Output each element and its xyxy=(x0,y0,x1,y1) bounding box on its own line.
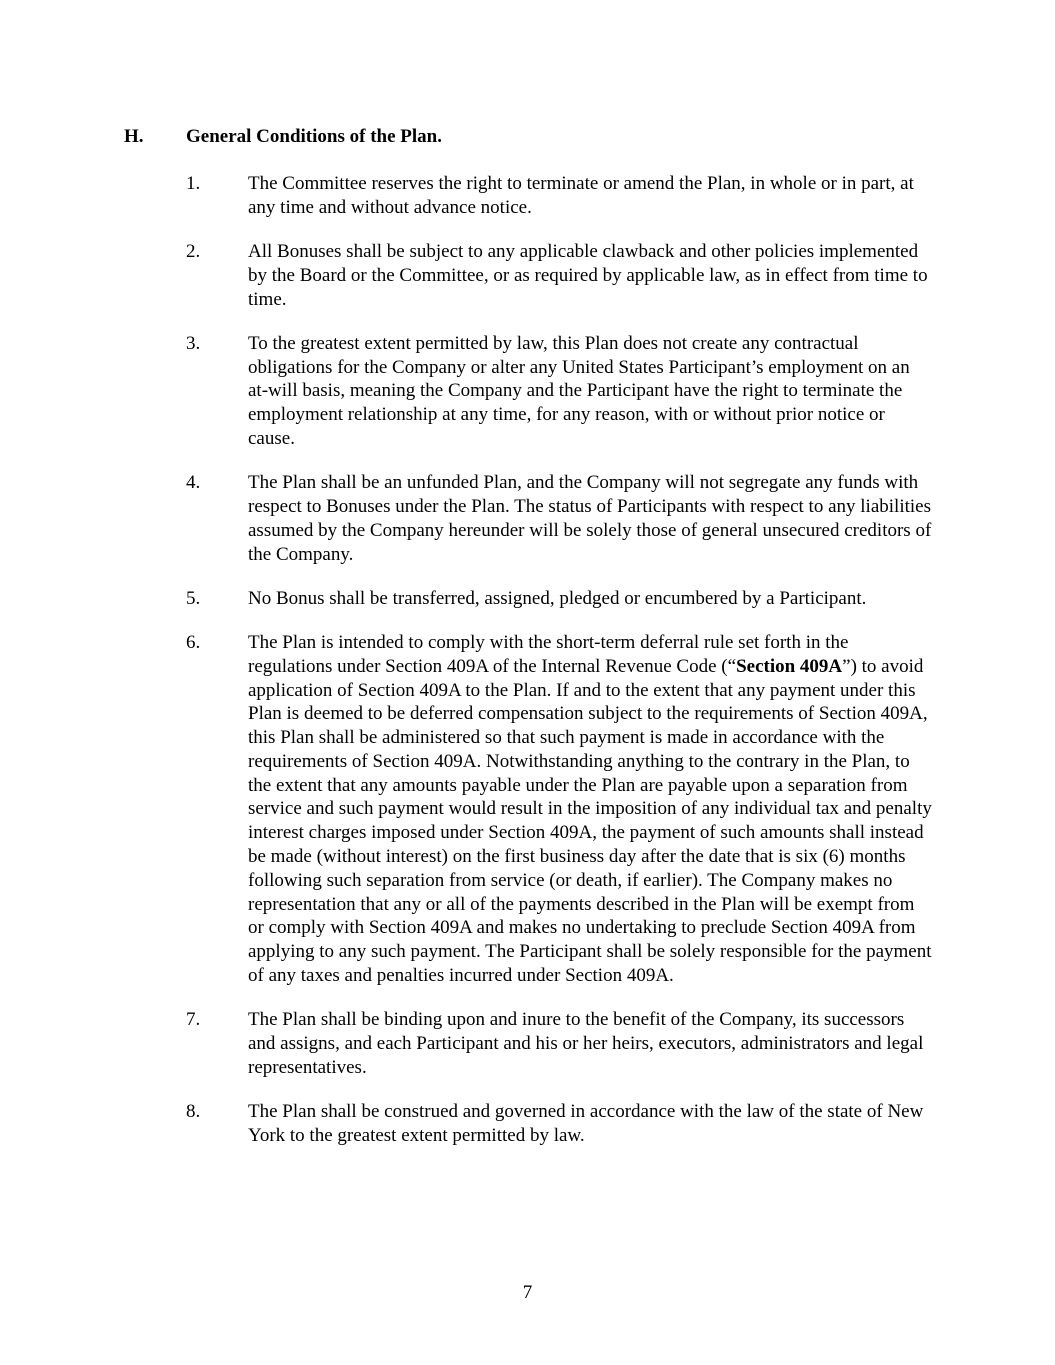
section-heading xyxy=(124,125,442,149)
item-number: 2. xyxy=(186,240,201,262)
item-text: The Plan shall be binding upon and inure to the benefit of the Company, its successors and assigns, and each Participant and his or her heirs, executors, administrators and legal representatives. xyxy=(248,1009,924,1078)
section-title: General Conditions of the Plan. xyxy=(186,126,442,147)
list-item xyxy=(186,1100,936,1148)
item-number: 4. xyxy=(186,472,201,494)
list-item xyxy=(186,332,936,451)
item-number: 1. xyxy=(186,173,201,194)
section-letter: H. xyxy=(124,126,144,147)
item-number: 8. xyxy=(186,1101,201,1123)
item-number: 7. xyxy=(186,1009,201,1031)
item-text: The Plan shall be an unfunded Plan, and the Company will not segregate any funds with respect to Bonuses under the Plan. The status of Participants with respect to any liabilities assumed by the Company hereunder will be solely those of general unsecured creditors of the Company. xyxy=(248,472,932,565)
item-number: 3. xyxy=(186,332,201,354)
defined-term: Section 409A xyxy=(736,655,843,677)
list-item xyxy=(186,172,936,220)
item-text: The Plan shall be construed and governed in accordance with the law of the state of New York to the greatest extent permitted by law. xyxy=(248,1101,924,1146)
item-text: No Bonus shall be transferred, assigned, pledged or encumbered by a Participant. xyxy=(248,587,867,609)
list-item xyxy=(186,471,936,566)
list-item xyxy=(186,1008,936,1079)
item-text: All Bonuses shall be subject to any applicable clawback and other policies implemented by the Board or the Committee, or as required by applicable law, as in effect from time to time. xyxy=(248,240,928,310)
item-text: To the greatest extent permitted by law, this Plan does not create any contractual obligations for the Company or alter any United States Participant’s employment on an at-will basis, meaning the Company and the Participant have the right to terminate the employment relationship at any time, for any reason, with or without prior notice or cause. xyxy=(248,332,910,449)
list-item xyxy=(186,631,936,988)
item-text: The Committee reserves the right to terminate or amend the Plan, in whole or in part, at any time and without advance notice. xyxy=(248,173,914,218)
item-text-after: ”) to avoid application of Section 409A to the Plan. If and to the extent that any payment under this Plan is deemed to be deferred compensation subject to the requirements of Section 409A, this Plan shall be administered so that such payment is made in accordance with the requirements of Section 409A. Notwithstanding anything to the contrary in the Plan, to the extent that any amounts payable under the Plan are payable upon a separation from service and such payment would result in the imposition of any individual tax and penalty interest charges imposed under Section 409A, the payment of such amounts shall instead be made (without interest) on the first business day after the date that is six (6) months following such separation from service (or death, if earlier). The Company makes no representation that any or all of the payments described in the Plan will be exempt from or comply with Section 409A and makes no undertaking to preclude Section 409A from applying to any such payment. The Participant shall be solely responsible for the payment of any taxes and penalties incurred under Section 409A. xyxy=(248,655,932,987)
item-number: 5. xyxy=(186,587,201,609)
item-text xyxy=(248,631,934,988)
conditions-list xyxy=(186,172,936,1168)
item-text-before: The Plan is intended to comply with the short-term deferral rule set forth in the regulations under Section 409A of the Internal Revenue Code (“ xyxy=(248,631,849,677)
item-number: 6. xyxy=(186,631,201,653)
page-number: 7 xyxy=(522,1282,533,1303)
list-item xyxy=(186,240,936,311)
list-item xyxy=(186,587,936,611)
